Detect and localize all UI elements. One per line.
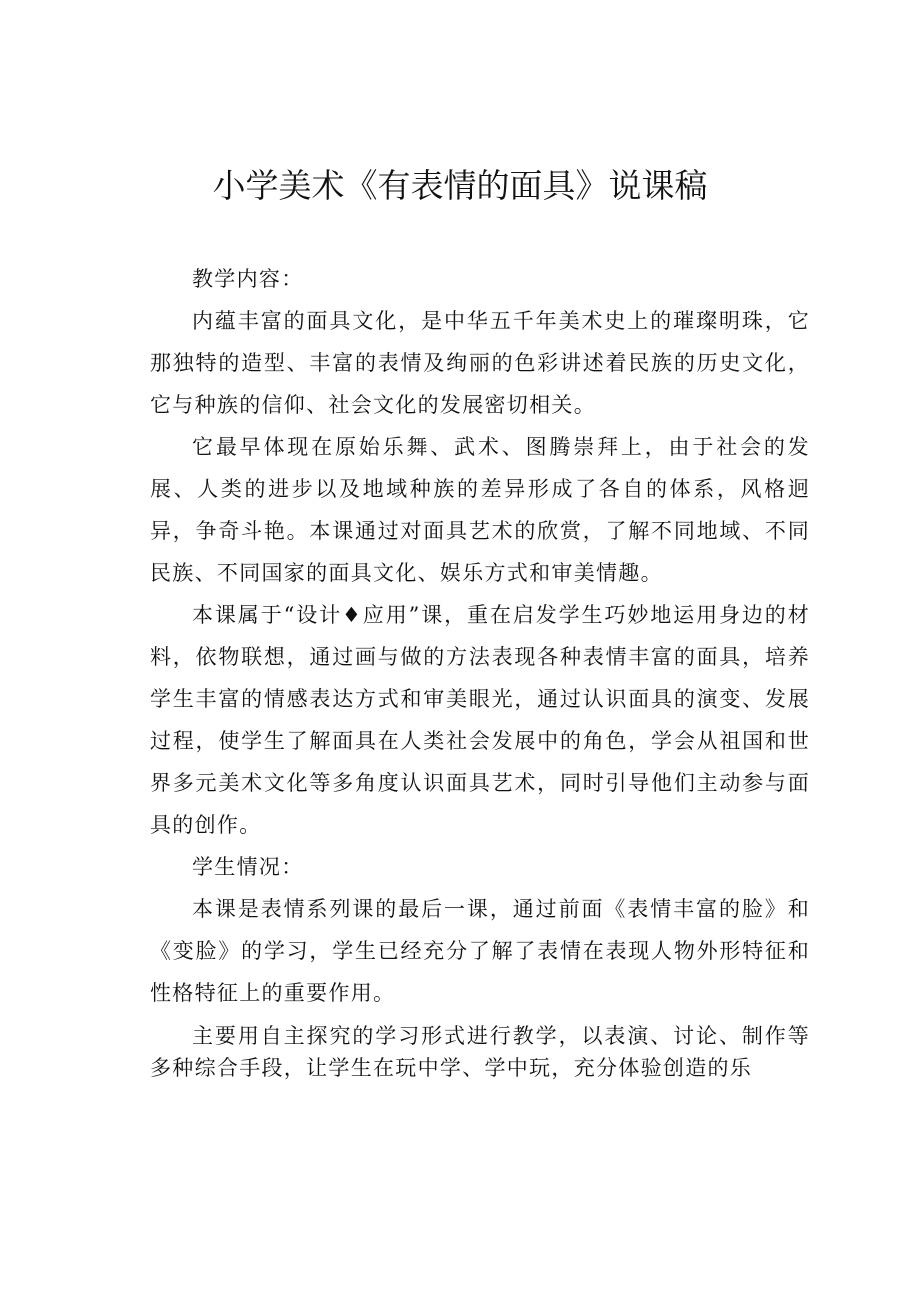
- document-title: 小学美术《有表情的面具》说课稿: [212, 166, 708, 205]
- paragraph-course-type: 本课属于“设计♦应用”课，重在启发学生巧妙地运用身边的材料，依物联想，通过画与做的方法表现各种表情丰富的面具，培养学生丰富的情感表达方式和审美眼光，通过认识面具的演变、发展过程，使学生了解面具在人类社会发展中的角色，学会从祖国和世界多元美术文化等多角度认识面具艺术，同时引导他们主动参与面具的创作。: [150, 603, 810, 837]
- paragraph-mask-culture: 内蕴丰富的面具文化，是中华五千年美术史上的璀璨明珠，它那独特的造型、丰富的表情及绚丽的色彩讲述着民族的历史文化，它与种族的信仰、社会文化的发展密切相关。: [150, 309, 810, 417]
- paragraph-mask-origins: 它最早体现在原始乐舞、武术、图腾崇拜上，由于社会的发展、人类的进步以及地域种族的差异形成了各自的体系，风格迥异，争奇斗艳。本课通过对面具艺术的欣赏，了解不同地域、不同民族、不同国家的面具文化、娱乐方式和审美情趣。: [150, 435, 810, 585]
- section-heading-teaching-content: 教学内容：: [192, 267, 304, 291]
- paragraph-teaching-method: 主要用自主探究的学习形式进行教学，以表演、讨论、制作等多种综合手段，让学生在玩中学、学中玩，充分体验创造的乐: [150, 1024, 810, 1080]
- section-heading-student-situation: 学生情况：: [192, 855, 304, 879]
- document-body: [150, 258, 810, 1084]
- paragraph-student-background: 本课是表情系列课的最后一课，通过前面《表情丰富的脸》和《变脸》的学习，学生已经充分了解了表情在表现人物外形特征和性格特征上的重要作用。: [150, 897, 810, 1005]
